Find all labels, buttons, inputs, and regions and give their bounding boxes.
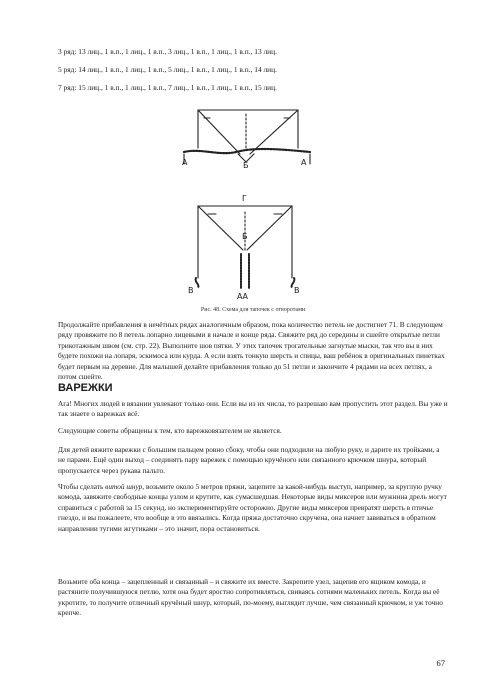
label-b-top: Б <box>243 161 249 170</box>
knit-row-5: 5 ряд: 14 лиц., 1 в.п., 1 лиц., 1 в.п., 5 лиц., 1 в.п., 1 лиц., 1 в.п., 14 лиц. <box>58 65 277 74</box>
label-b-bottom: Б <box>242 232 248 241</box>
twisted-cord-text-after: , возьмите около 5 метров пряжи, зацепите за какой-нибудь выступ, например, за круглую ручку комода, завяжите свободные концы узлом и крутите, как сумасшедшая. Некоторые виды миксеров или мужнина дрель могут справиться с работой за 15 секунд, но экспериментируйте осторожно. Другие виды миксеров превратят шерсть в птичье гнездо, и вы пожалеете, что вообще в это ввязались. Когда пряжа достаточно скручена, она начнет завиваться в обратном направлении тугими жгутиками – это значит, пора остановиться. <box>58 482 447 533</box>
figure-slipper-bottom <box>188 192 303 304</box>
label-v-right: В <box>294 286 300 295</box>
paragraph-kids-mittens: Для детей вяжите варежки с большим пальцем ровно сбоку, чтобы они подходили на любую руку, и дарите их тройками, а не парами. Ещё один выход – соединять пару варежек с помощью кручёного или связанного крючком шнура, который пропускается через рукава пальто. <box>58 445 440 475</box>
paragraph-mittens-intro: Ага! Многих людей в вязании увлекают только они. Если вы из их числа, то разрешаю вам пропустить этот раздел. Вы уже и так знаете о варежках всё. <box>58 399 448 419</box>
figure-caption: Рис. 48. Схема для тапочек с отворотами <box>200 307 306 313</box>
paragraph-twisted-cord <box>58 482 448 534</box>
knit-row-3: 3 ряд: 13 лиц., 1 в.п., 1 лиц., 1 в.п., 3 лиц., 1 в.п., 1 лиц., 1 в.п., 13 лиц. <box>58 47 277 56</box>
paragraph-advice-intro: Следующие советы обращены к тем, кто варежковязателем не является. <box>58 426 282 435</box>
label-v-left: В <box>188 286 194 295</box>
label-aa: АА <box>237 292 248 301</box>
label-a-right: А <box>301 158 307 167</box>
paragraph-finish-cord: Возьмите оба конца – зацепленный и связанный – и свяжите их вместе. Закрепите узел, зацепив его ящиком комода, и растяните получившуюся петлю, хотя она будет яростно сопротивляться, свиваясь сотнями маленьких петель. Когда вы её укротите, то получите отличный кручёный шнур, который, по-моему, выглядит лучше, чем связанный крючком, и уж точно крепче. <box>58 577 443 618</box>
section-heading-mittens: ВАРЕЖКИ <box>58 382 113 394</box>
twisted-cord-text-before: Чтобы сделать <box>58 482 106 491</box>
label-a-left: А <box>182 158 188 167</box>
slipper-bottom-diagram <box>188 192 303 304</box>
twisted-cord-term: витой шнур <box>105 482 143 491</box>
knit-row-7: 7 ряд: 15 лиц., 1 в.п., 1 лиц., 1 в.п., 7 лиц., 1 в.п., 1 лиц., 1 в.п., 15 лиц. <box>58 83 277 92</box>
paragraph-continue-increases: Продолжайте прибавления в нечётных рядах аналогичным образом, пока количество петель не достигнет 71. В следующем ряду провяжите по 8 петель лопарно лицевыми в начале и конце ряда. Свяжите ряд до середины и сшейте открытые петли трикотажным швом (см. стр. 22). Выполните шов пятки. У этих тапочек трогательные загнутые мыски, так что вы в них будете похожи на лопаря, эскимоса или курда. А если взять тонкую шерсть и спицы, ваш ребёнок в оригинальных пинетках будет первым на деревне. Для малышей делайте прибавления только до 51 петли и закончите 4 рядами на всех петлях, а потом сшейте. <box>58 320 445 382</box>
label-g: Г <box>242 194 247 203</box>
page-number: 67 <box>436 658 445 668</box>
figure-slipper-top <box>180 104 315 174</box>
